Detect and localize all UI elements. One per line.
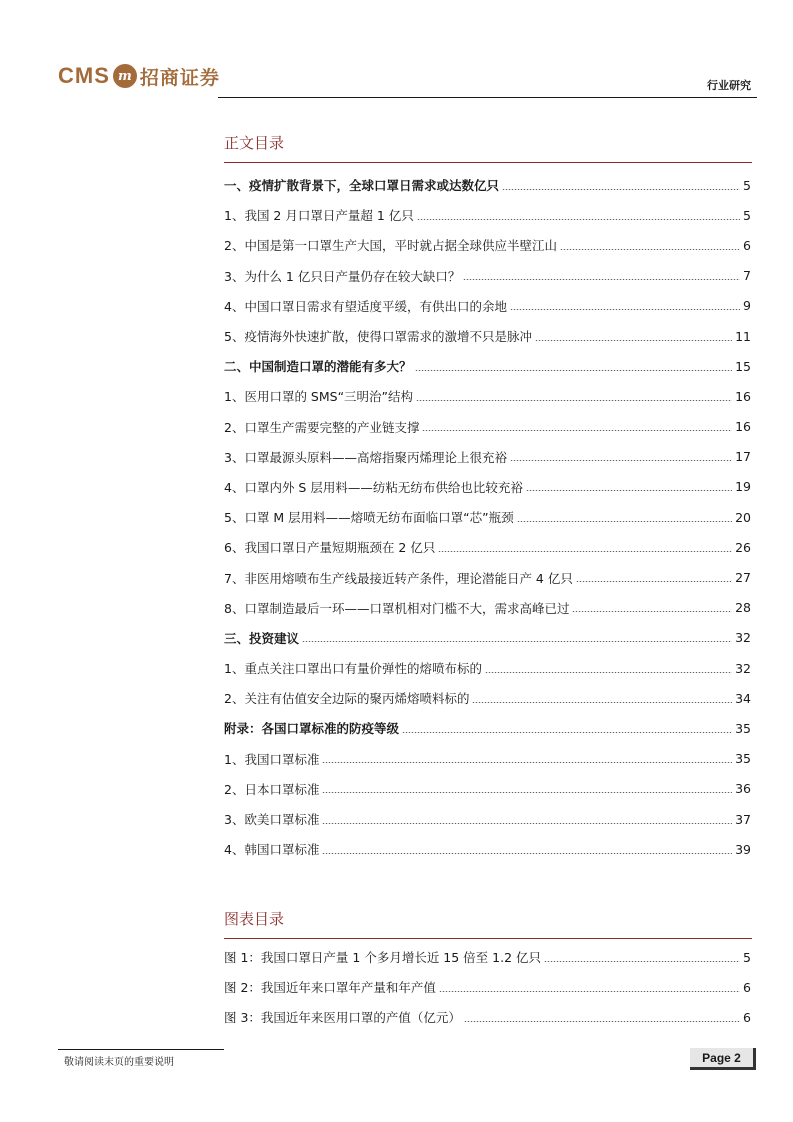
dot-leader	[463, 279, 740, 280]
toc-entry-page-number: 15	[735, 358, 751, 374]
dot-leader	[322, 823, 732, 824]
figures-title-underline	[224, 938, 752, 939]
toc-entry-page-number: 9	[743, 298, 751, 314]
figures-list	[224, 942, 751, 1033]
logo-latin: CMS	[58, 63, 110, 88]
toc-entry-section[interactable]	[224, 170, 751, 200]
toc-entry[interactable]	[224, 502, 751, 532]
toc-entry-section[interactable]	[224, 351, 751, 381]
toc-entry-label: 4、中国口罩日需求有望适度平缓，有供出口的余地	[224, 298, 507, 314]
toc-entry-section[interactable]	[224, 713, 751, 743]
toc-entry-page-number: 16	[735, 388, 751, 404]
toc-entry-page-number: 36	[735, 781, 751, 797]
toc-entry[interactable]	[224, 834, 751, 864]
disclaimer-note: 敬请阅读末页的重要说明	[64, 1057, 174, 1068]
toc-entry-page-number: 17	[735, 449, 751, 465]
dot-leader	[416, 400, 732, 401]
toc-entry-label: 1、我国 2 月口罩日产量超 1 亿只	[224, 208, 414, 224]
toc-entry[interactable]	[224, 532, 751, 562]
toc-entry-label: 2、口罩生产需要完整的产业链支撑	[224, 419, 420, 435]
toc-entry-label: 一、疫情扩散背景下，全球口罩日需求或达数亿只	[224, 178, 500, 194]
dot-leader	[402, 732, 732, 733]
figure-entry-page-number: 6	[743, 979, 751, 995]
figure-entry-page-number: 6	[743, 1009, 751, 1025]
toc-entry-label: 5、口罩 M 层用料——熔喷无纺布面临口罩“芯”瓶颈	[224, 510, 514, 526]
toc-entry-page-number: 35	[735, 720, 751, 736]
dot-leader	[535, 340, 732, 341]
dot-leader	[302, 641, 732, 642]
toc-entry-page-number: 11	[735, 328, 751, 344]
dot-leader	[502, 189, 740, 190]
dot-leader	[322, 853, 732, 854]
toc-list	[224, 170, 751, 864]
logo-mark-icon: m	[113, 64, 137, 88]
dot-leader	[544, 961, 740, 962]
toc-entry-label: 二、中国制造口罩的潜能有多大？	[224, 359, 412, 375]
toc-entry[interactable]	[224, 744, 751, 774]
toc-entry-label: 4、口罩内外 S 层用料——纺粘无纺布供给也比较充裕	[224, 479, 523, 495]
toc-entry[interactable]	[224, 412, 751, 442]
report-category: 行业研究	[707, 79, 751, 92]
figure-entry[interactable]	[224, 972, 751, 1002]
toc-entry-page-number: 16	[735, 419, 751, 435]
toc-entry-page-number: 26	[735, 539, 751, 555]
toc-entry-label: 1、我国口罩标准	[224, 751, 320, 767]
toc-entry[interactable]	[224, 683, 751, 713]
figure-entry[interactable]	[224, 1002, 751, 1032]
header-divider	[218, 97, 757, 98]
toc-entry-label: 3、为什么 1 亿只日产量仍存在较大缺口？	[224, 268, 461, 284]
toc-entry-label: 1、重点关注口罩出口有量价弹性的熔喷布标的	[224, 661, 482, 677]
toc-entry-label: 2、关注有估值安全边际的聚丙烯熔喷料标的	[224, 691, 470, 707]
figure-entry[interactable]	[224, 942, 751, 972]
dot-leader	[572, 611, 732, 612]
toc-entry-label: 3、欧美口罩标准	[224, 812, 320, 828]
toc-entry[interactable]	[224, 562, 751, 592]
dot-leader	[510, 309, 740, 310]
dot-leader	[472, 702, 732, 703]
toc-entry-page-number: 32	[735, 630, 751, 646]
dot-leader	[322, 762, 732, 763]
toc-entry[interactable]	[224, 472, 751, 502]
dot-leader	[417, 219, 740, 220]
dot-leader	[415, 370, 733, 371]
toc-entry-page-number: 37	[735, 811, 751, 827]
toc-entry[interactable]	[224, 774, 751, 804]
toc-entry[interactable]	[224, 200, 751, 230]
toc-entry-page-number: 28	[735, 600, 751, 616]
toc-entry[interactable]	[224, 442, 751, 472]
toc-entry[interactable]	[224, 230, 751, 260]
toc-title-underline	[224, 162, 752, 163]
dot-leader	[439, 991, 740, 992]
page-number-badge: Page 2	[690, 1048, 756, 1070]
toc-entry-label: 6、我国口罩日产量短期瓶颈在 2 亿只	[224, 540, 436, 556]
dot-leader	[422, 430, 732, 431]
toc-entry-label: 1、医用口罩的 SMS“三明治”结构	[224, 389, 414, 405]
dot-leader	[526, 490, 732, 491]
dot-leader	[576, 581, 732, 582]
dot-leader	[438, 551, 732, 552]
dot-leader	[464, 1021, 740, 1022]
toc-entry-label: 三、投资建议	[224, 630, 300, 646]
toc-entry-label: 4、韩国口罩标准	[224, 842, 320, 858]
figure-entry-label: 图 1：我国口罩日产量 1 个多月增长近 15 倍至 1.2 亿只	[224, 950, 542, 966]
toc-entry[interactable]	[224, 381, 751, 411]
figure-entry-label: 图 3：我国近年来医用口罩的产值（亿元）	[224, 1010, 461, 1026]
toc-entry-label: 7、非医用熔喷布生产线最接近转产条件，理论潜能日产 4 亿只	[224, 570, 573, 586]
dot-leader	[560, 249, 740, 250]
toc-entry-page-number: 6	[743, 237, 751, 253]
toc-title: 正文目录	[224, 134, 285, 152]
toc-entry-page-number: 7	[743, 268, 751, 284]
page-header	[0, 0, 793, 100]
toc-entry[interactable]	[224, 593, 751, 623]
figures-title: 图表目录	[224, 910, 285, 928]
toc-entry[interactable]	[224, 804, 751, 834]
toc-entry-page-number: 5	[743, 207, 751, 223]
toc-entry-page-number: 34	[735, 690, 751, 706]
toc-entry[interactable]	[224, 291, 751, 321]
toc-entry-label: 5、疫情海外快速扩散，使得口罩需求的激增不只是脉冲	[224, 329, 532, 345]
dot-leader	[322, 792, 732, 793]
toc-entry-label: 3、口罩最源头原料——高熔指聚丙烯理论上很充裕	[224, 449, 507, 465]
footer-divider	[58, 1049, 224, 1050]
toc-entry-page-number: 35	[735, 751, 751, 767]
dot-leader	[510, 460, 732, 461]
toc-entry-section[interactable]	[224, 623, 751, 653]
toc-entry-label: 2、中国是第一口罩生产大国，平时就占据全球供应半壁江山	[224, 238, 557, 254]
toc-entry-page-number: 20	[735, 509, 751, 525]
toc-entry-label: 附录：各国口罩标准的防疫等级	[224, 721, 400, 737]
toc-entry-label: 2、日本口罩标准	[224, 781, 320, 797]
toc-entry-page-number: 39	[735, 841, 751, 857]
dot-leader	[517, 521, 732, 522]
toc-entry-page-number: 27	[735, 570, 751, 586]
toc-entry[interactable]	[224, 653, 751, 683]
toc-entry[interactable]	[224, 261, 751, 291]
logo-chinese-name: 招商证券	[139, 66, 220, 89]
cms-logo	[58, 62, 220, 90]
toc-entry-page-number: 5	[743, 177, 751, 193]
toc-entry[interactable]	[224, 321, 751, 351]
dot-leader	[485, 672, 732, 673]
toc-entry-page-number: 19	[735, 479, 751, 495]
figure-entry-label: 图 2：我国近年来口罩年产量和年产值	[224, 980, 436, 996]
figure-entry-page-number: 5	[743, 949, 751, 965]
toc-entry-page-number: 32	[735, 660, 751, 676]
toc-entry-label: 8、口罩制造最后一环——口罩机相对门槛不大，需求高峰已过	[224, 600, 570, 616]
